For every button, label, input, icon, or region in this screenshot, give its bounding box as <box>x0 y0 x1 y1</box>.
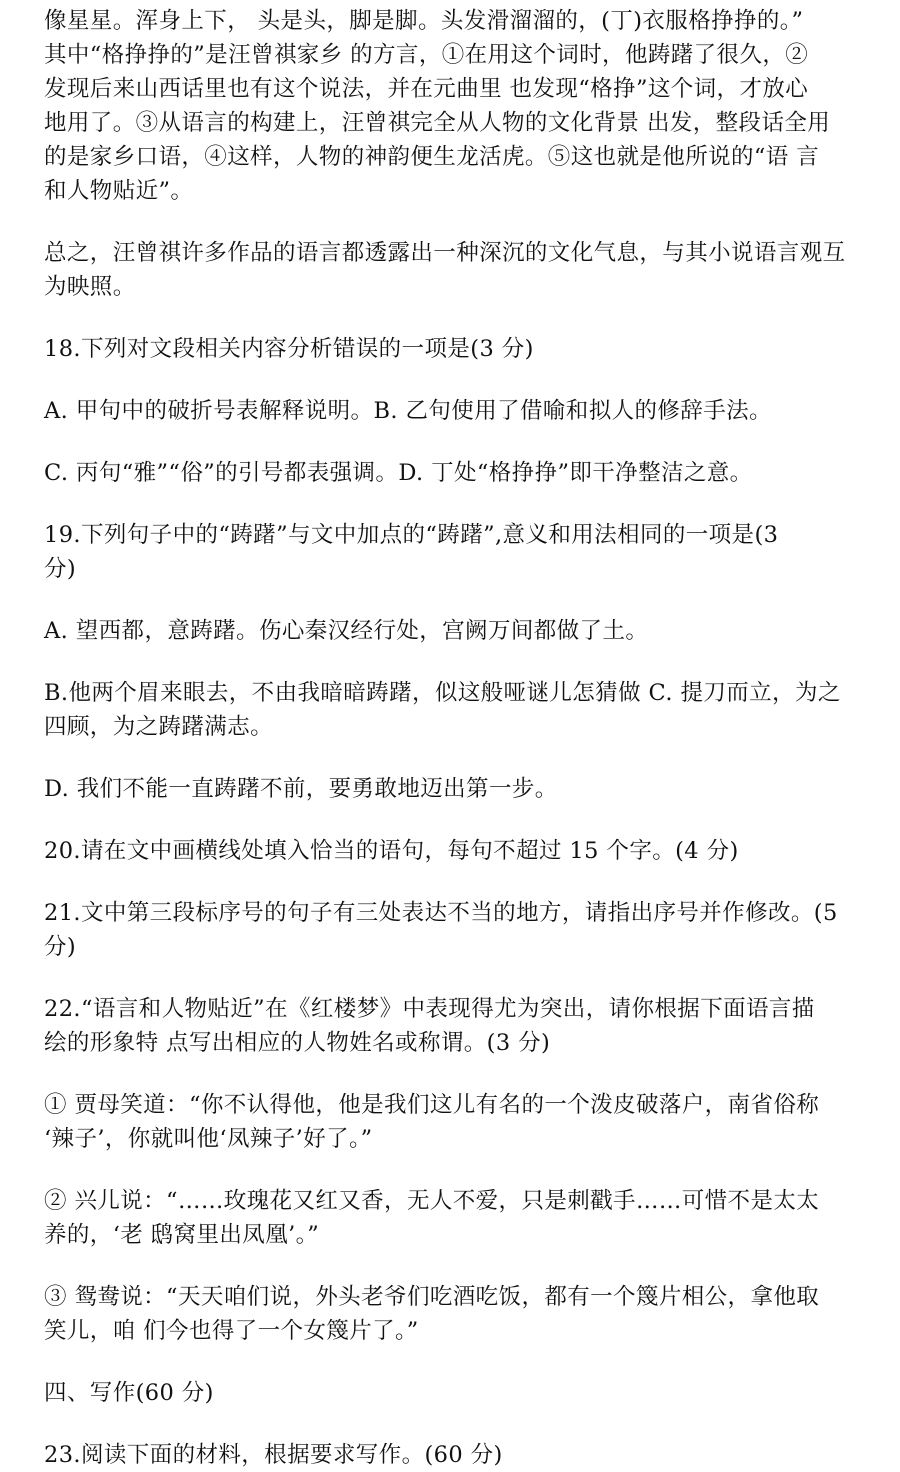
answer-options: A. 甲句中的破折号表解释说明。B. 乙句使用了借喻和拟人的修辞手法。 <box>44 398 772 424</box>
exam-page <box>44 0 864 1472</box>
passage-paragraph-2 <box>44 236 864 304</box>
quote-item-3: ③ 鸳鸯说：“天天咱们说，外头老爷们吃酒吃饭，都有一个篾片相公，拿他取 <box>44 1284 820 1310</box>
quote-item-2: 养的，‘老 鸱窝里出凤凰’。” <box>44 1222 320 1248</box>
text-line: 地用了。③从语言的构建上，汪曾祺完全从人物的文化背景 出发，整段话全用 <box>44 110 831 136</box>
quote-item-3: 笑儿，咱 们今也得了一个女篾片了。” <box>44 1318 419 1344</box>
text-line: 其中“格挣挣的”是汪曾祺家乡 的方言，①在用这个词时，他踌躇了很久，② <box>44 42 809 68</box>
question-19 <box>44 518 864 806</box>
question-20 <box>44 834 864 868</box>
question-stem: 分) <box>44 934 77 960</box>
quote-item-1: ① 贾母笑道：“你不认得他，他是我们这儿有名的一个泼皮破落户，南省俗称 <box>44 1092 820 1118</box>
passage-paragraph-1 <box>44 0 864 208</box>
quote-item-2: ② 兴儿说：“……玫瑰花又红又香，无人不爱，只是刺戳手……可惜不是太太 <box>44 1188 820 1214</box>
answer-options: C. 丙句“雅”“俗”的引号都表强调。D. 丁处“格挣挣”即干净整洁之意。 <box>44 460 753 486</box>
question-stem: 20.请在文中画横线处填入恰当的语句，每句不超过 15 个字。(4 分) <box>44 838 739 864</box>
question-23 <box>44 1438 864 1472</box>
section-heading: 四、写作(60 分) <box>44 1380 214 1406</box>
question-22 <box>44 992 864 1348</box>
quote-item-1: ‘辣子’，你就叫他‘凤辣子’好了。” <box>44 1126 373 1152</box>
answer-option-b-c: 四顾，为之踌躇满志。 <box>44 714 274 740</box>
question-stem: 23.阅读下面的材料，根据要求写作。(60 分) <box>44 1442 503 1468</box>
answer-option-a: A. 望西都，意踌躇。伤心秦汉经行处，宫阙万间都做了土。 <box>44 618 649 644</box>
text-line: 和人物贴近”。 <box>44 178 194 204</box>
text-line: 的是家乡口语，④这样，人物的神韵便生龙活虎。⑤这也就是他所说的“语 言 <box>44 144 820 170</box>
question-stem: 18.下列对文段相关内容分析错误的一项是(3 分) <box>44 336 534 362</box>
section-writing <box>44 1376 864 1410</box>
question-stem: 21.文中第三段标序号的句子有三处表达不当的地方，请指出序号并作修改。(5 <box>44 900 838 926</box>
text-line: 发现后来山西话里也有这个说法，并在元曲里 也发现“格挣”这个词，才放心 <box>44 76 809 102</box>
text-line: 为映照。 <box>44 274 136 300</box>
question-21 <box>44 896 864 964</box>
question-stem: 绘的形象特 点写出相应的人物姓名或称谓。(3 分) <box>44 1030 551 1056</box>
answer-option-d: D. 我们不能一直踌躇不前，要勇敢地迈出第一步。 <box>44 776 558 802</box>
answer-option-b-c: B.他两个眉来眼去，不由我暗暗踌躇，似这般哑谜儿怎猜做 C. 提刀而立，为之 <box>44 680 841 706</box>
question-18 <box>44 332 864 490</box>
question-stem: 22.“语言和人物贴近”在《红楼梦》中表现得尤为突出，请你根据下面语言描 <box>44 996 815 1022</box>
question-stem: 分) <box>44 556 77 582</box>
question-stem: 19.下列句子中的“踌躇”与文中加点的“踌躇”,意义和用法相同的一项是(3 <box>44 522 779 548</box>
text-line: 总之，汪曾祺许多作品的语言都透露出一种深沉的文化气息，与其小说语言观互 <box>44 240 846 266</box>
text-line: 像星星。浑身上下， 头是头，脚是脚。头发滑溜溜的，(丁)衣服格挣挣的。” <box>44 8 804 34</box>
